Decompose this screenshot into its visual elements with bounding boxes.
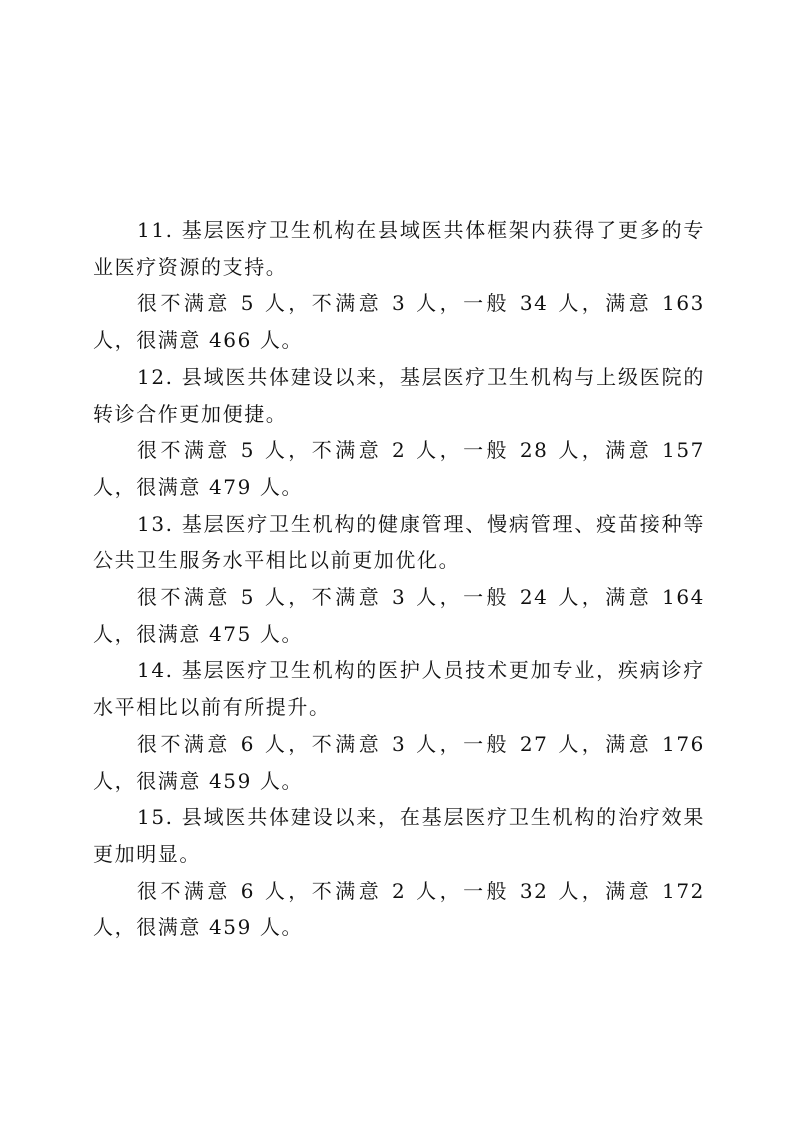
question-12: 12. 县域医共体建设以来，基层医疗卫生机构与上级医院的转诊合作更加便捷。 xyxy=(93,364,705,426)
result-15: 很不满意 6 人，不满意 2 人，一般 32 人，满意 172 人，很满意 459 人。 xyxy=(93,878,705,940)
question-13: 13. 基层医疗卫生机构的健康管理、慢病管理、疫苗接种等公共卫生服务水平相比以前更加优化。 xyxy=(93,511,705,573)
question-14: 14. 基层医疗卫生机构的医护人员技术更加专业，疾病诊疗水平相比以前有所提升。 xyxy=(93,658,705,720)
result-12: 很不满意 5 人，不满意 2 人，一般 28 人，满意 157 人，很满意 479 人。 xyxy=(93,438,705,499)
result-14: 很不满意 6 人，不满意 3 人，一般 27 人，满意 176 人，很满意 459 人。 xyxy=(93,731,705,793)
question-15: 15. 县域医共体建设以来，在基层医疗卫生机构的治疗效果更加明显。 xyxy=(93,805,705,866)
question-11: 11. 基层医疗卫生机构在县域医共体框架内获得了更多的专业医疗资源的支持。 xyxy=(93,218,705,279)
result-11: 很不满意 5 人，不满意 3 人，一般 34 人，满意 163 人，很满意 466 人。 xyxy=(93,291,705,353)
survey-results-body xyxy=(93,212,705,946)
result-13: 很不满意 5 人，不满意 3 人，一般 24 人，满意 164 人，很满意 475 人。 xyxy=(93,585,705,646)
